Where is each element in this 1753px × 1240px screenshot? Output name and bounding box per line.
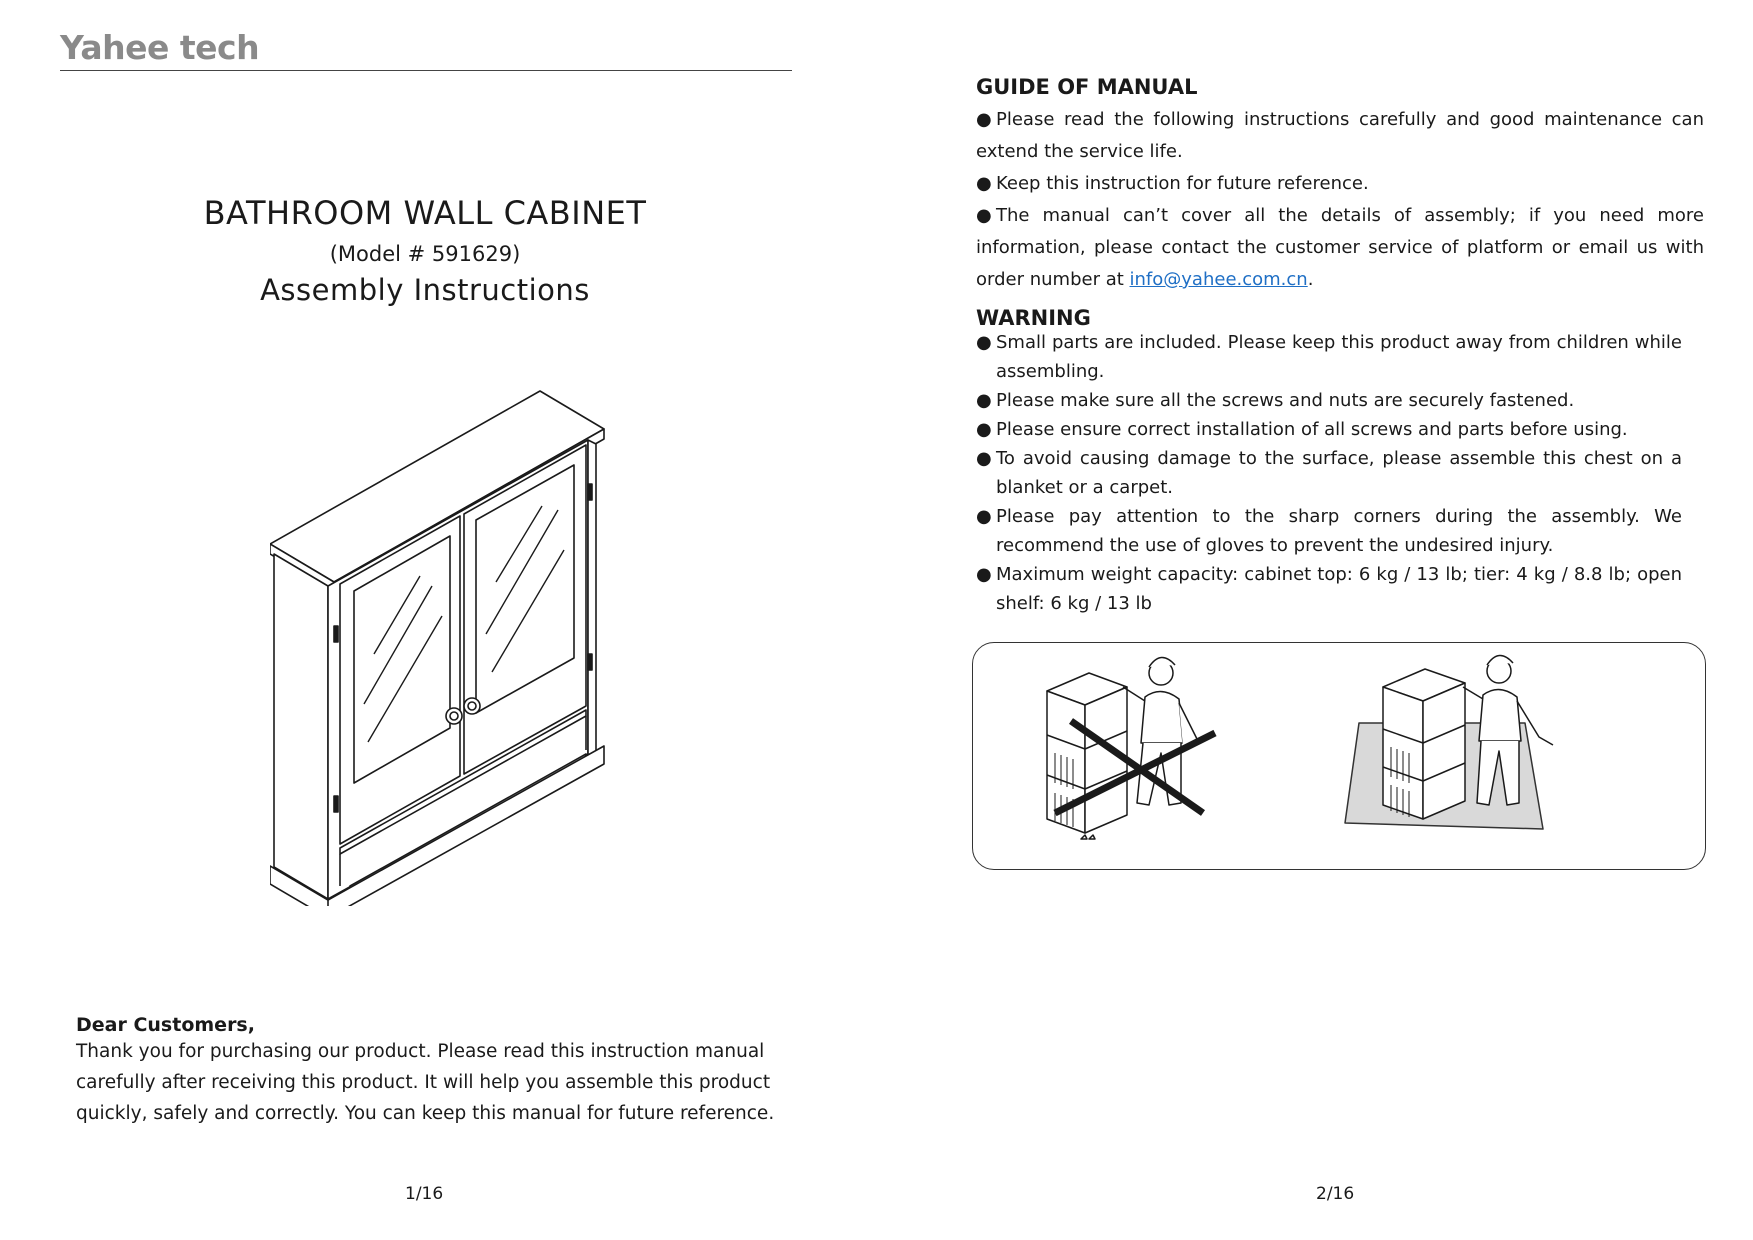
bullet-icon: ● bbox=[976, 332, 992, 353]
bullet-icon: ● bbox=[976, 109, 992, 130]
guide-item: ● The manual can’t cover all the details of assembly; if you need more information, please contact the customer service of platform or email us with order number at info@yahee.com.cn. bbox=[976, 200, 1704, 296]
intro-line: carefully after receiving this product. It will help you assemble this product bbox=[76, 1072, 771, 1093]
greeting: Dear Customers, bbox=[76, 1014, 255, 1036]
warning-item: ● Small parts are included. Please keep this product away from children while assembling. bbox=[976, 328, 1682, 386]
intro-line: quickly, safely and correctly. You can keep this manual for future reference. bbox=[76, 1103, 775, 1124]
bullet-icon: ● bbox=[976, 205, 992, 226]
correct-assembly-figure bbox=[1345, 655, 1553, 829]
warning-item: ● Please make sure all the screws and nuts are securely fastened. bbox=[976, 386, 1682, 415]
bullet-icon: ● bbox=[976, 448, 992, 469]
intro-paragraph bbox=[76, 1036, 796, 1129]
brand-logo: Yahee tech bbox=[60, 28, 260, 67]
bullet-icon: ● bbox=[976, 419, 992, 440]
warning-item: ● Please ensure correct installation of all screws and parts before using. bbox=[976, 415, 1682, 444]
assembly-warning-illustration bbox=[972, 642, 1706, 870]
bullet-icon: ● bbox=[976, 390, 992, 411]
header-rule bbox=[60, 70, 792, 71]
warning-heading: WARNING bbox=[976, 306, 1091, 330]
document-subtitle: Assembly Instructions bbox=[260, 273, 590, 307]
warning-item: ● To avoid causing damage to the surface, please assemble this chest on a blanket or a carpet. bbox=[976, 444, 1682, 502]
left-page bbox=[0, 0, 876, 1240]
warning-list bbox=[976, 328, 1682, 618]
warning-item: ● Maximum weight capacity: cabinet top: 6 kg / 13 lb; tier: 4 kg / 8.8 lb; open shelf: 6 kg / 13 lb bbox=[976, 560, 1682, 618]
email-link[interactable]: info@yahee.com.cn bbox=[1129, 269, 1308, 290]
guide-heading: GUIDE OF MANUAL bbox=[976, 75, 1198, 99]
intro-line: Thank you for purchasing our product. Please read this instruction manual bbox=[76, 1041, 765, 1062]
page-number: 1/16 bbox=[405, 1184, 444, 1204]
product-title: BATHROOM WALL CABINET bbox=[203, 194, 647, 232]
bullet-icon: ● bbox=[976, 173, 992, 194]
model-number: (Model # 591629) bbox=[329, 242, 521, 266]
bullet-icon: ● bbox=[976, 506, 992, 527]
guide-item: ● Please read the following instructions carefully and good maintenance can extend the service life. bbox=[976, 104, 1704, 168]
warning-item: ● Please pay attention to the sharp corners during the assembly. We recommend the use of gloves to prevent the undesired injury. bbox=[976, 502, 1682, 560]
guide-list bbox=[976, 104, 1704, 296]
bullet-icon: ● bbox=[976, 564, 992, 585]
guide-item: ● Keep this instruction for future reference. bbox=[976, 168, 1704, 200]
page-number: 2/16 bbox=[1316, 1184, 1355, 1204]
cabinet-illustration bbox=[270, 386, 610, 906]
right-page bbox=[876, 0, 1753, 1240]
wrong-assembly-figure bbox=[1047, 657, 1215, 839]
